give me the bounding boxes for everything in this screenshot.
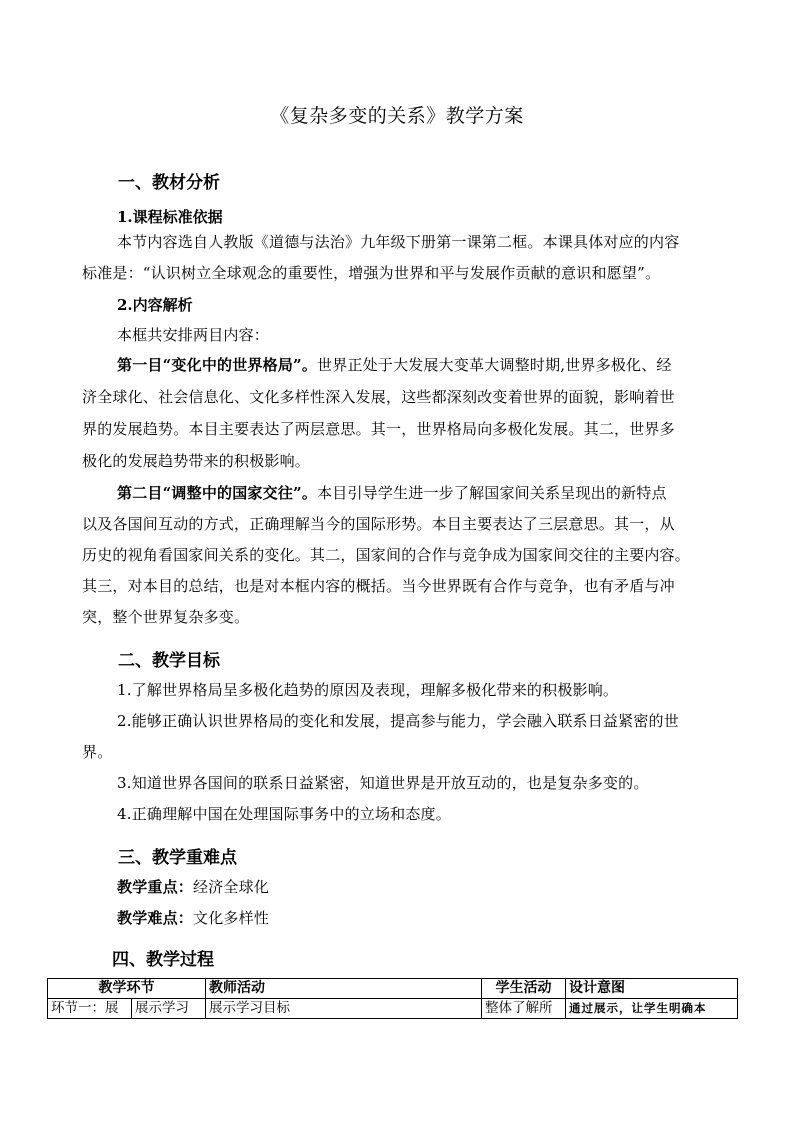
key-point-label: 教学重点：: [117, 878, 194, 896]
section-heading-key-points: 三、教学重难点: [118, 848, 237, 868]
paragraph-line: [117, 482, 712, 503]
section-heading-analysis: 一、教材分析: [118, 173, 220, 193]
teaching-process-table: [47, 978, 738, 1019]
paragraph-line: 其三，对本目的总结，也是对本框内容的概括。当今世界既有合作与竞争，也有矛盾与冲: [82, 577, 675, 595]
text-run: 本目引导学生进一步了解国家间关系呈现出的新特点: [317, 484, 667, 502]
paragraph-line: 极化的发展趋势带来的积极影响。: [82, 452, 311, 470]
bold-lead: 第一目“变化中的世界格局”。: [117, 356, 318, 374]
cell-stage-b: 展示学习: [132, 999, 206, 1019]
subheading-curriculum-standard: 1.课程标准依据: [117, 208, 223, 226]
difficulty-value: 文化多样性: [193, 909, 270, 927]
paragraph-line: 突，整个世界复杂多变。: [82, 608, 250, 626]
difficulty-label: 教学难点：: [117, 909, 194, 927]
paragraph-line: 以及各国间互动的方式，正确理解当今的国际形势。本目主要表达了三层意思。其一，从: [82, 515, 675, 533]
key-point-line: [117, 876, 712, 897]
cell-teacher: 展示学习目标: [206, 999, 482, 1019]
paragraph-line: 本框共安排两目内容：: [117, 326, 270, 344]
table-header-row: [48, 979, 738, 999]
cell-stage-a: 环节一：展: [48, 999, 132, 1019]
cell-intent: 通过展示，让学生明确本: [566, 999, 738, 1019]
section-heading-process: 四、教学过程: [112, 950, 214, 970]
key-point-value: 经济全球化: [193, 878, 270, 896]
header-stage: 教学环节: [48, 979, 206, 999]
table-row: [48, 999, 738, 1019]
subheading-content-analysis: 2.内容解析: [117, 296, 193, 314]
objective-item: 4.正确理解中国在处理国际事务中的立场和态度。: [117, 805, 451, 823]
paragraph-line: 历史的视角看国家间关系的变化。其二，国家间的合作与竞争成为国家间交往的主要内容。: [82, 546, 691, 564]
objective-item: 1.了解世界格局呈多极化趋势的原因及表现，理解多极化带来的积极影响。: [117, 681, 619, 699]
cell-student: 整体了解所: [482, 999, 566, 1019]
objective-item: 3.知道世界各国间的联系日益紧密，知道世界是开放互动的，也是复杂多变的。: [117, 774, 649, 792]
paragraph-line: 本节内容选自人教版《道德与法治》九年级下册第一课第二框。本课具体对应的内容: [117, 233, 680, 251]
text-run: 世界正处于大发展大变革大调整时期,世界多极化、经: [317, 356, 672, 374]
difficulty-line: [117, 907, 712, 928]
paragraph-line: 界的发展趋势。本目主要表达了两层意思。其一，世界格局向多极化发展。其二，世界多: [82, 420, 675, 438]
header-teacher: 教师活动: [206, 979, 482, 999]
objective-item: 2.能够正确认识世界格局的变化和发展，提高参与能力，学会融入联系日益紧密的世: [117, 712, 679, 730]
section-heading-objectives: 二、教学目标: [118, 651, 220, 671]
objective-item: 界。: [82, 743, 113, 761]
paragraph-line: [117, 354, 712, 375]
bold-lead: 第二目“调整中的国家交往”。: [117, 484, 318, 502]
header-intent: 设计意图: [566, 979, 738, 999]
paragraph-line: 济全球化、社会信息化、文化多样性深入发展，这些都深刻改变着世界的面貌，影响着世: [82, 388, 675, 406]
paragraph-line: 标准是：“认识树立全球观念的重要性，增强为世界和平与发展作贡献的意识和愿望”。: [82, 264, 661, 282]
page-title: 《复杂多变的关系》教学方案: [270, 105, 524, 127]
header-student: 学生活动: [482, 979, 566, 999]
